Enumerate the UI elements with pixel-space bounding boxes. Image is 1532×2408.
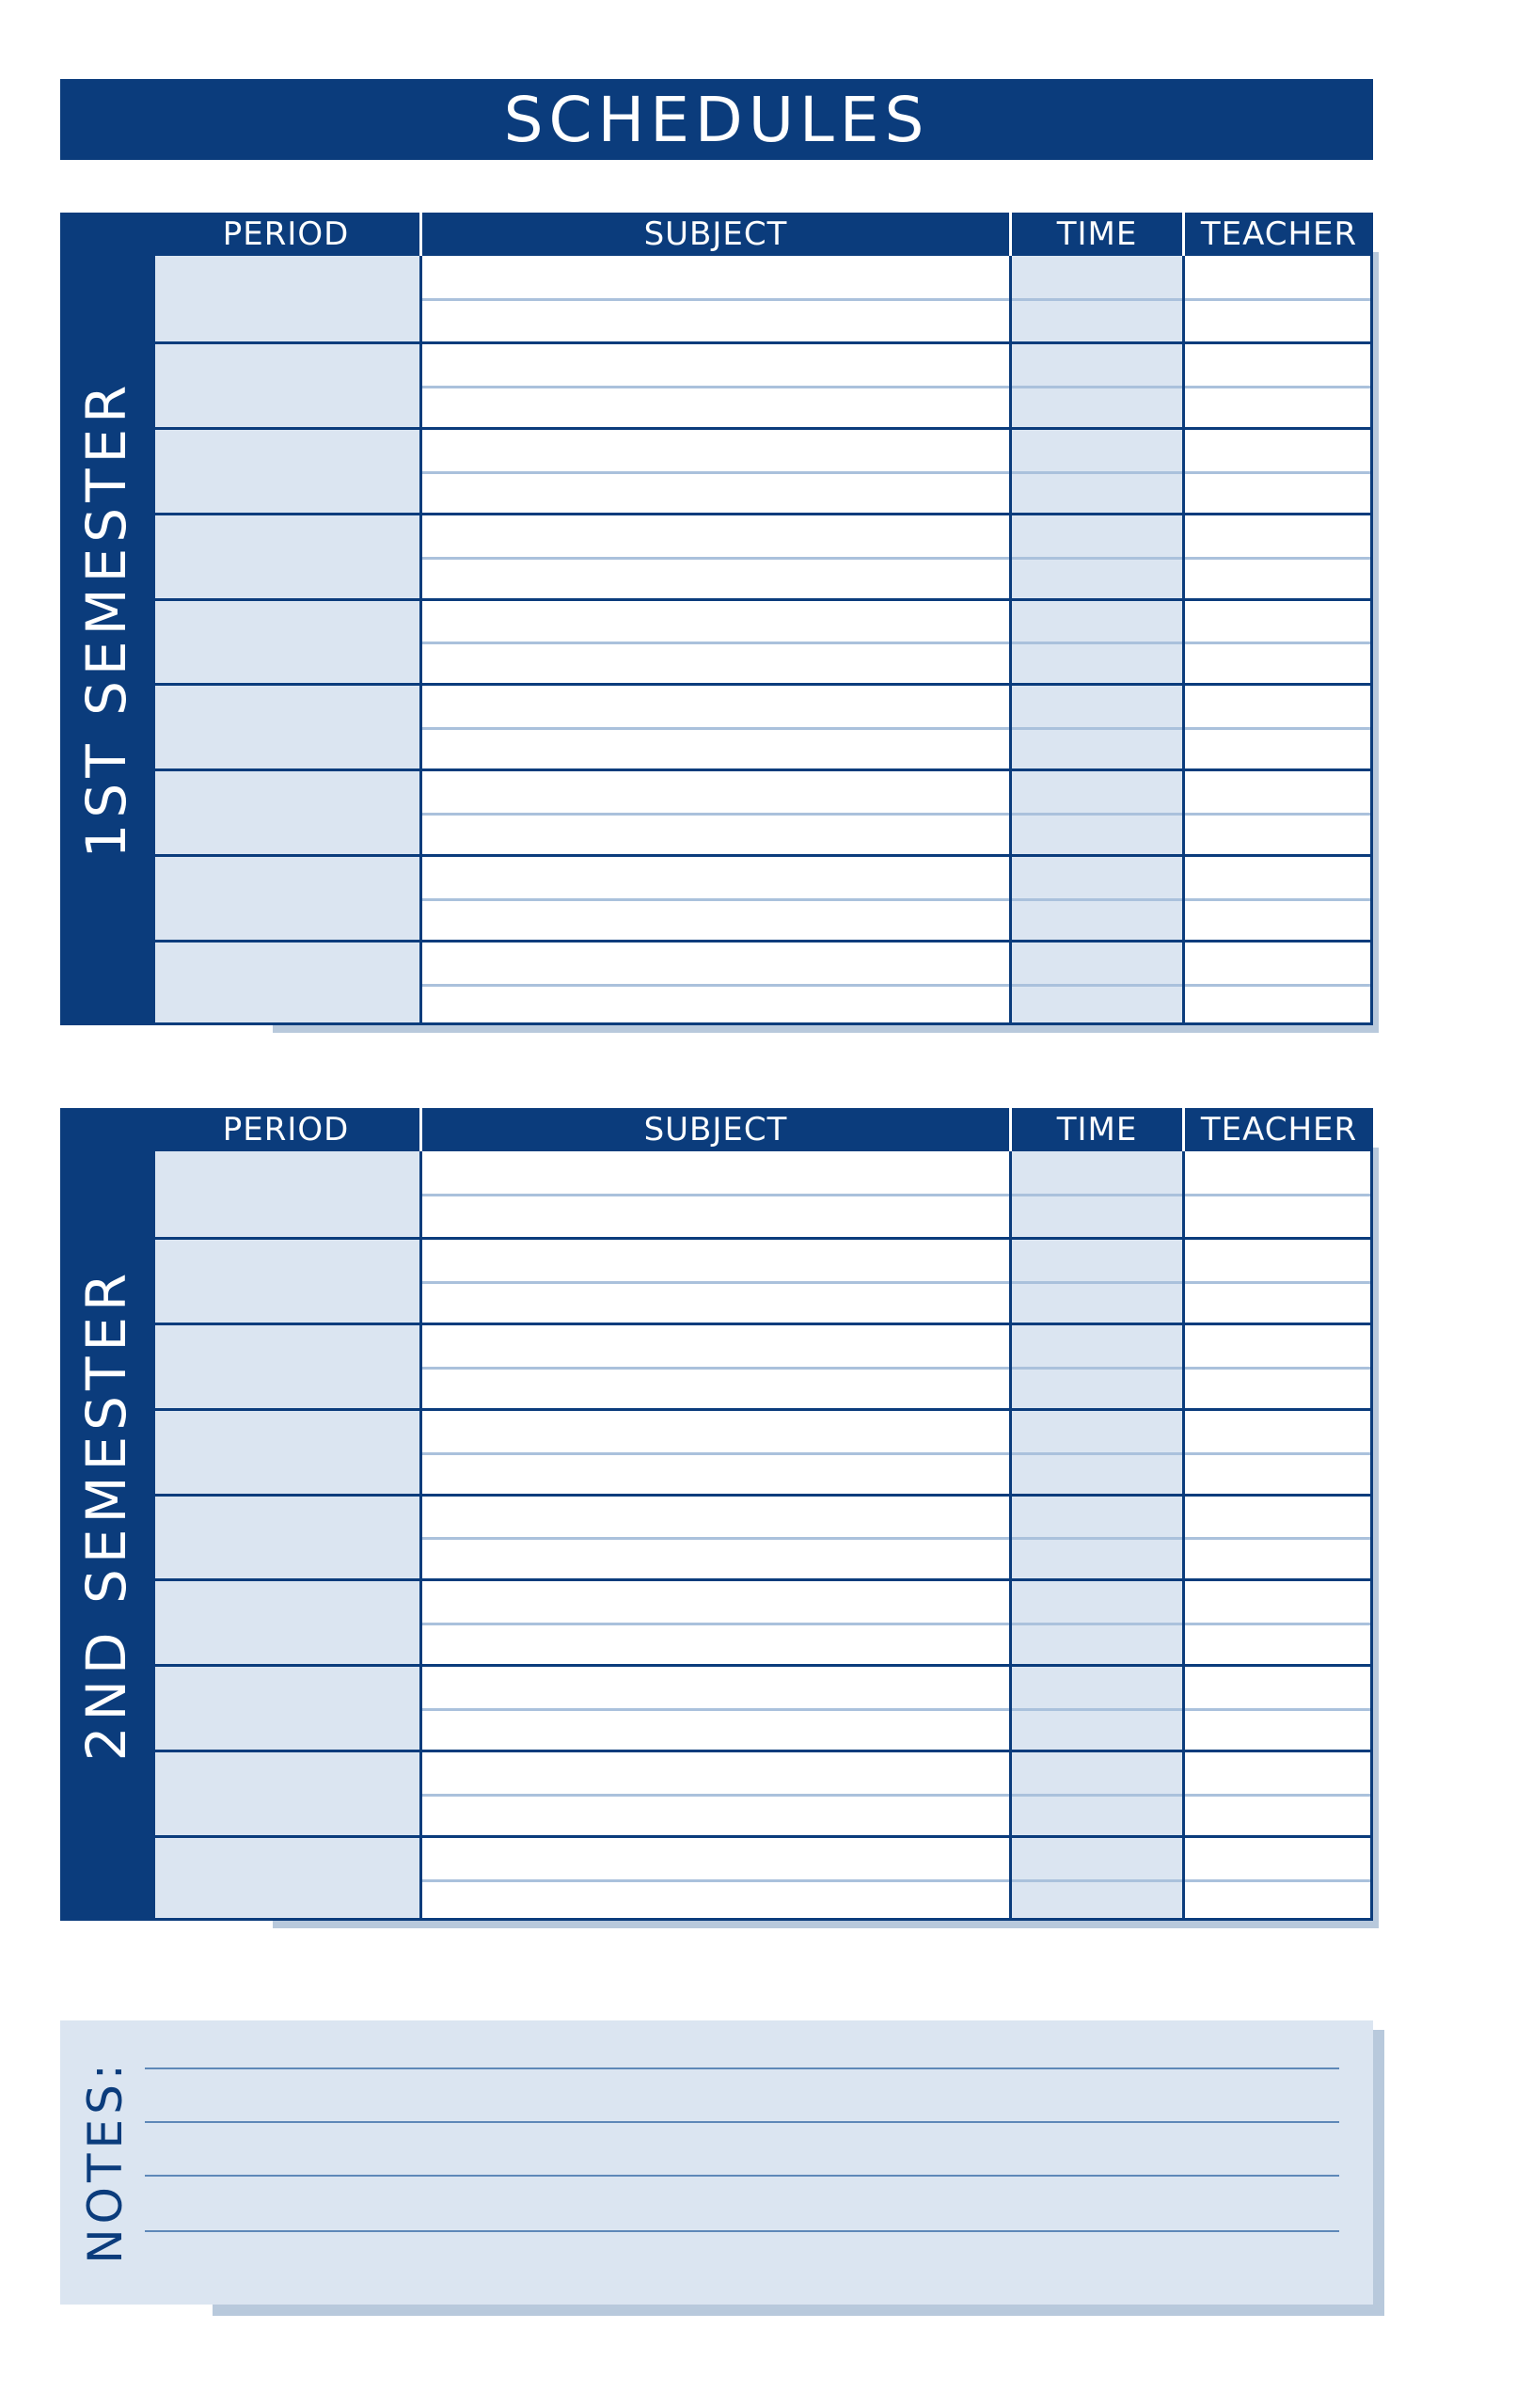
teacher-cell[interactable] [1182,1494,1373,1579]
period-cell[interactable] [152,1408,419,1494]
teacher-cell[interactable] [1182,1408,1373,1494]
grid-bottom-border [152,1918,1373,1921]
teacher-cell[interactable] [1182,1835,1373,1921]
time-cell[interactable] [1009,256,1182,341]
period-cell[interactable] [152,1151,419,1237]
period-cell[interactable] [152,683,419,768]
semester-2-table [60,1108,1373,1921]
subject-cell[interactable] [419,341,1009,427]
period-cell[interactable] [152,1835,419,1921]
time-cell[interactable] [1009,940,1182,1025]
subject-cell[interactable] [419,1408,1009,1494]
column-header-time: TIME [1009,1108,1182,1151]
subject-cell[interactable] [419,1237,1009,1323]
period-cell[interactable] [152,256,419,341]
notes-label: NOTES: [78,2059,133,2264]
period-cell[interactable] [152,1578,419,1664]
subject-cell[interactable] [419,598,1009,684]
semester-1-label: 1ST SEMESTER [74,379,138,859]
subject-cell[interactable] [419,513,1009,598]
time-cell[interactable] [1009,1408,1182,1494]
period-cell[interactable] [152,1237,419,1323]
time-cell[interactable] [1009,1323,1182,1408]
time-cell[interactable] [1009,1578,1182,1664]
teacher-cell[interactable] [1182,256,1373,341]
subject-cell[interactable] [419,1835,1009,1921]
column-header-subject: SUBJECT [419,1108,1009,1151]
time-cell[interactable] [1009,683,1182,768]
teacher-cell[interactable] [1182,598,1373,684]
period-cell[interactable] [152,768,419,854]
teacher-cell[interactable] [1182,854,1373,940]
note-line[interactable] [145,2121,1339,2123]
time-cell[interactable] [1009,1750,1182,1835]
time-cell[interactable] [1009,854,1182,940]
column-header-teacher: TEACHER [1182,1108,1373,1151]
semester-2-grid [152,1108,1373,1921]
period-cell[interactable] [152,1750,419,1835]
subject-cell[interactable] [419,427,1009,513]
teacher-cell[interactable] [1182,341,1373,427]
note-line[interactable] [145,2175,1339,2177]
period-cell[interactable] [152,427,419,513]
teacher-cell[interactable] [1182,768,1373,854]
period-cell[interactable] [152,940,419,1025]
subject-cell[interactable] [419,1323,1009,1408]
subject-cell[interactable] [419,1664,1009,1750]
note-line[interactable] [145,2230,1339,2232]
teacher-cell[interactable] [1182,1151,1373,1237]
column-header-subject: SUBJECT [419,213,1009,256]
subject-cell[interactable] [419,256,1009,341]
time-cell[interactable] [1009,598,1182,684]
notes-box[interactable] [60,2020,1373,2305]
time-cell[interactable] [1009,1237,1182,1323]
period-cell[interactable] [152,341,419,427]
subject-cell[interactable] [419,1750,1009,1835]
teacher-cell[interactable] [1182,1664,1373,1750]
teacher-cell[interactable] [1182,1578,1373,1664]
semester-1-side-label [60,213,152,1025]
teacher-cell[interactable] [1182,683,1373,768]
subject-cell[interactable] [419,940,1009,1025]
subject-cell[interactable] [419,854,1009,940]
period-cell[interactable] [152,513,419,598]
column-header-teacher: TEACHER [1182,213,1373,256]
time-cell[interactable] [1009,1494,1182,1579]
time-cell[interactable] [1009,1151,1182,1237]
time-cell[interactable] [1009,513,1182,598]
note-line[interactable] [145,2067,1339,2069]
teacher-cell[interactable] [1182,513,1373,598]
period-cell[interactable] [152,854,419,940]
semester-1-table [60,213,1373,1025]
time-cell[interactable] [1009,1835,1182,1921]
teacher-cell[interactable] [1182,940,1373,1025]
time-cell[interactable] [1009,427,1182,513]
notes-section [60,2020,1373,2305]
column-header-period: PERIOD [152,213,419,256]
teacher-cell[interactable] [1182,1750,1373,1835]
semester-2-label: 2ND SEMESTER [74,1267,138,1762]
time-cell[interactable] [1009,1664,1182,1750]
period-cell[interactable] [152,598,419,684]
semester-2-side-label [60,1108,152,1921]
subject-cell[interactable] [419,1151,1009,1237]
period-cell[interactable] [152,1494,419,1579]
period-cell[interactable] [152,1323,419,1408]
subject-cell[interactable] [419,768,1009,854]
subject-cell[interactable] [419,1578,1009,1664]
teacher-cell[interactable] [1182,1237,1373,1323]
page-title: SCHEDULES [503,83,930,156]
time-cell[interactable] [1009,768,1182,854]
time-cell[interactable] [1009,341,1182,427]
semester-1-grid [152,213,1373,1025]
column-header-time: TIME [1009,213,1182,256]
teacher-cell[interactable] [1182,1323,1373,1408]
column-header-period: PERIOD [152,1108,419,1151]
title-bar [60,79,1373,160]
period-cell[interactable] [152,1664,419,1750]
grid-bottom-border [152,1022,1373,1025]
subject-cell[interactable] [419,683,1009,768]
subject-cell[interactable] [419,1494,1009,1579]
teacher-cell[interactable] [1182,427,1373,513]
